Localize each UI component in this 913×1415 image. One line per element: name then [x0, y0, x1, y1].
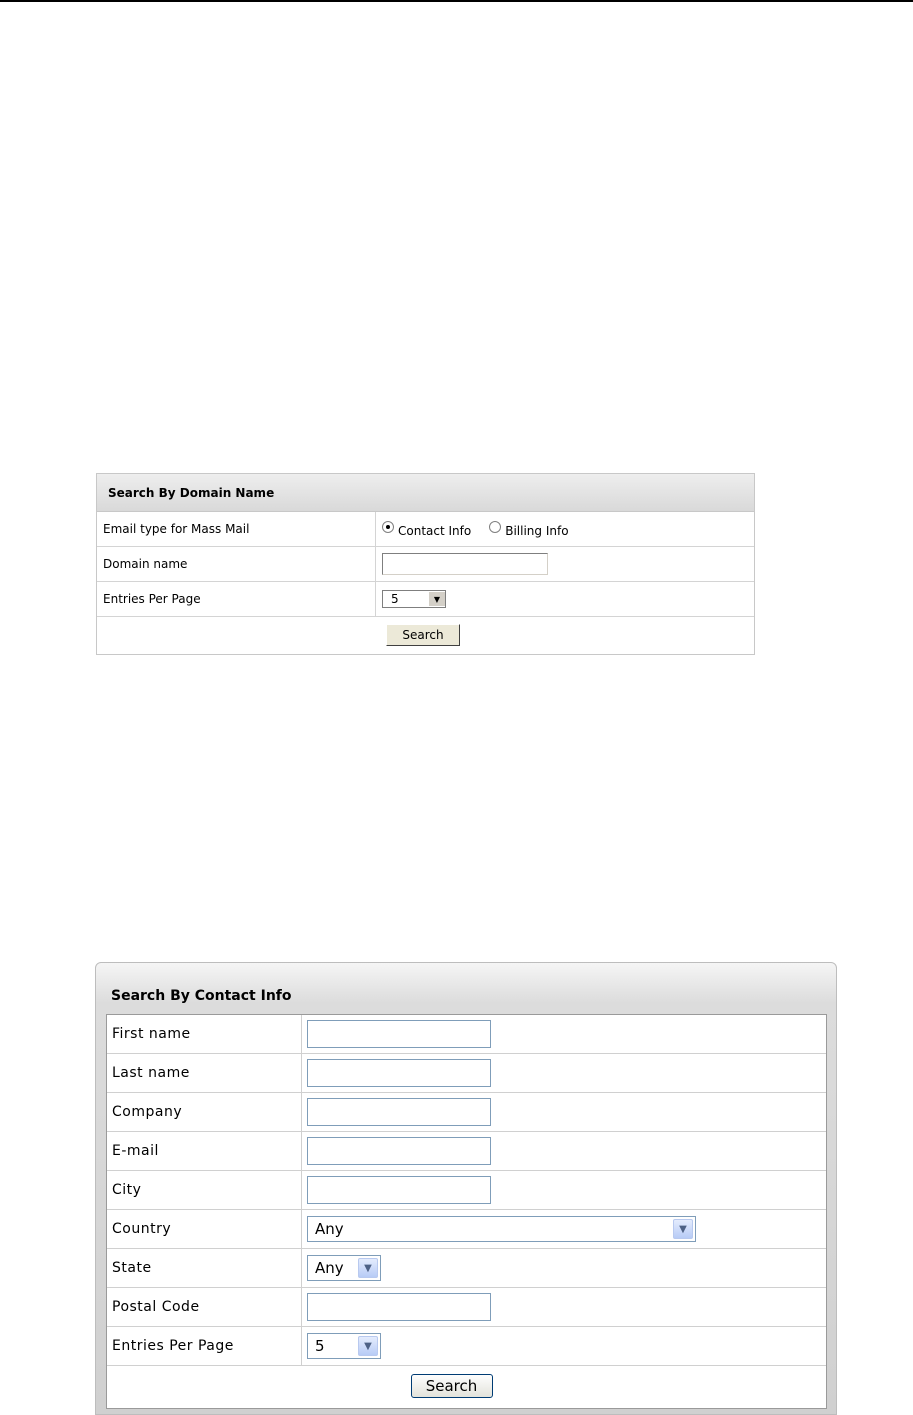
domain-entries-value: 5	[391, 592, 399, 606]
dropdown-arrow-icon[interactable]: ▼	[428, 592, 445, 606]
contact-entries-value: 5	[315, 1337, 325, 1355]
domain-panel-title: Search By Domain Name	[97, 474, 754, 512]
top-rule	[0, 0, 913, 2]
postal-code-input[interactable]	[307, 1293, 491, 1321]
last-name-row	[107, 1054, 826, 1093]
contact-search-button[interactable]: Search	[411, 1374, 493, 1398]
state-label: State	[107, 1249, 302, 1287]
last-name-label: Last name	[107, 1054, 302, 1092]
contact-entries-label: Entries Per Page	[107, 1327, 302, 1365]
contact-entries-select[interactable]	[307, 1333, 381, 1359]
first-name-row	[107, 1015, 826, 1054]
contact-info-radio[interactable]	[382, 521, 394, 533]
email-row	[107, 1132, 826, 1171]
last-name-input[interactable]	[307, 1059, 491, 1087]
email-type-radio-group	[382, 524, 587, 538]
country-row	[107, 1210, 826, 1249]
billing-info-radio-label[interactable]: Billing Info	[505, 524, 569, 538]
chevron-down-icon[interactable]: ▼	[358, 1258, 378, 1278]
country-select[interactable]	[307, 1216, 696, 1242]
company-input[interactable]	[307, 1098, 491, 1126]
email-type-row	[97, 512, 754, 547]
contact-info-radio-label[interactable]: Contact Info	[398, 524, 472, 538]
email-input[interactable]	[307, 1137, 491, 1165]
domain-entries-row	[97, 582, 754, 617]
contact-entries-row	[107, 1327, 826, 1366]
state-row	[107, 1249, 826, 1288]
city-input[interactable]	[307, 1176, 491, 1204]
city-row	[107, 1171, 826, 1210]
search-by-domain-panel	[96, 473, 755, 655]
search-by-contact-panel	[95, 962, 837, 1415]
domain-entries-label: Entries Per Page	[97, 582, 376, 616]
domain-name-input[interactable]	[382, 553, 548, 575]
postal-code-label: Postal Code	[107, 1288, 302, 1326]
chevron-down-icon[interactable]: ▼	[358, 1336, 378, 1356]
billing-info-radio[interactable]	[489, 521, 501, 533]
chevron-down-icon[interactable]: ▼	[673, 1219, 693, 1239]
country-value: Any	[315, 1220, 344, 1238]
domain-name-label: Domain name	[97, 547, 376, 581]
first-name-input[interactable]	[307, 1020, 491, 1048]
domain-search-row	[97, 617, 754, 652]
state-value: Any	[315, 1259, 344, 1277]
contact-panel-title: Search By Contact Info	[111, 988, 292, 1004]
state-select[interactable]	[307, 1255, 381, 1281]
company-label: Company	[107, 1093, 302, 1131]
country-label: Country	[107, 1210, 302, 1248]
domain-search-button[interactable]: Search	[386, 624, 460, 646]
contact-search-row	[107, 1366, 826, 1406]
email-label: E-mail	[107, 1132, 302, 1170]
first-name-label: First name	[107, 1015, 302, 1053]
contact-form-table	[106, 1014, 827, 1409]
postal-code-row	[107, 1288, 826, 1327]
company-row	[107, 1093, 826, 1132]
city-label: City	[107, 1171, 302, 1209]
domain-name-row	[97, 547, 754, 582]
email-type-label: Email type for Mass Mail	[97, 512, 376, 546]
domain-entries-select[interactable]	[382, 590, 446, 608]
